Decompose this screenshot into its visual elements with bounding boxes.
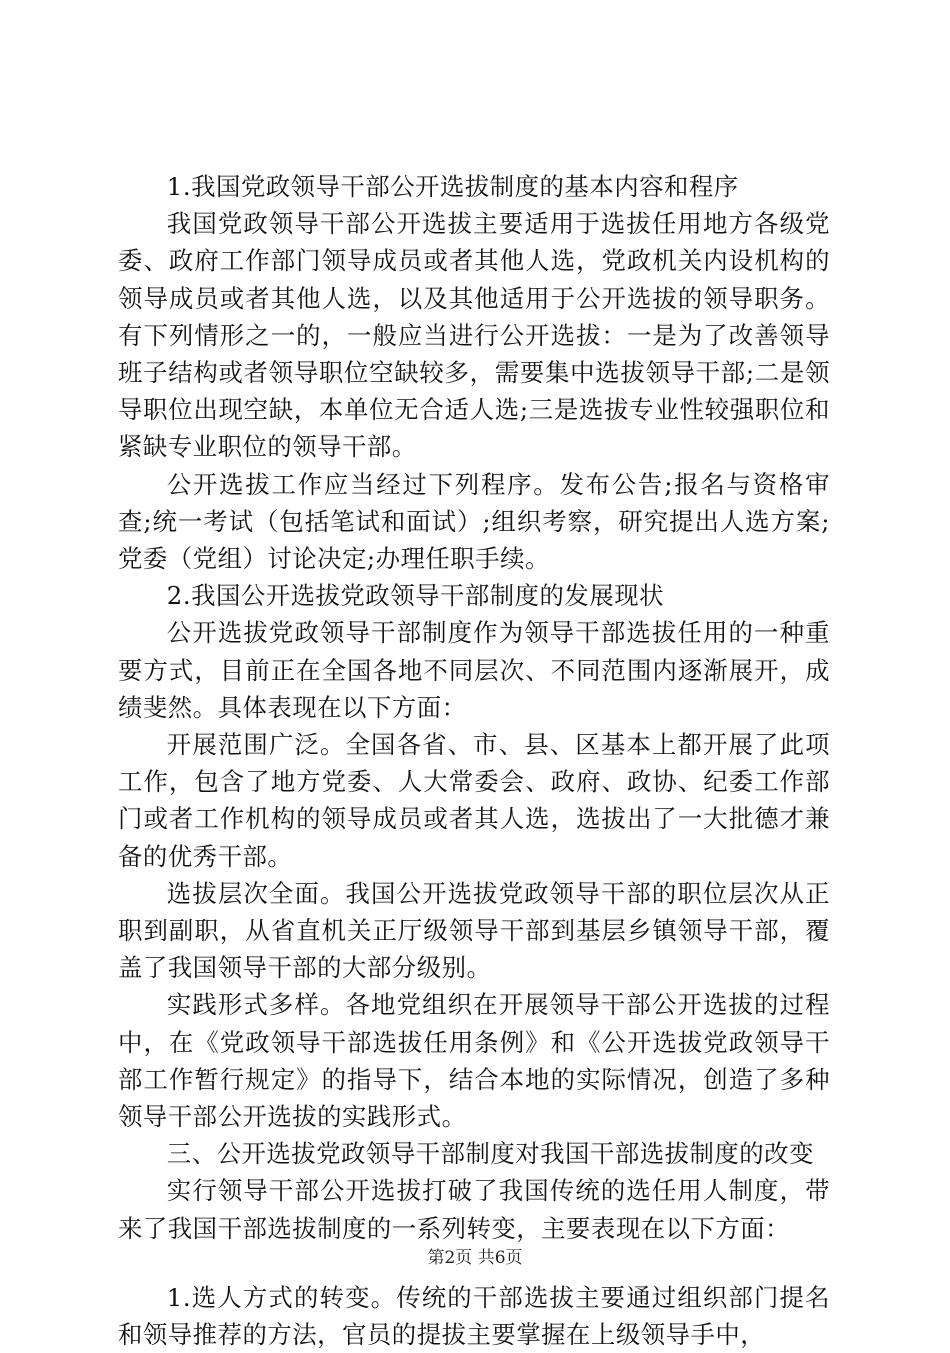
document-body: [118, 168, 830, 1353]
body-paragraph: 实行领导干部公开选拔打破了我国传统的选任用人制度，带来了我国干部选拔制度的一系列转变，主要表现在以下方面：: [118, 1176, 830, 1243]
body-paragraph: 公开选拔党政领导干部制度作为领导干部选拔任用的一种重要方式，目前正在全国各地不同层次、不同范围内逐渐展开，成绩斐然。具体表现在以下方面：: [118, 618, 830, 722]
section-heading: 1.我国党政领导干部公开选拔制度的基本内容和程序: [166, 172, 739, 201]
body-paragraph: 我国党政领导干部公开选拔主要适用于选拔任用地方各级党委、政府工作部门领导成员或者其他人选，党政机关内设机构的领导成员或者其他人选，以及其他适用于公开选拔的领导职务。有下列情形之一的，一般应当进行公开选拔：一是为了改善领导班子结构或者领导职位空缺较多，需要集中选拔领导干部;二是领导职位出现空缺，本单位无合适人选;三是选拔专业性较强职位和紧缺专业职位的领导干部。: [118, 209, 830, 462]
body-paragraph: 实践形式多样。各地党组织在开展领导干部公开选拔的过程中，在《党政领导干部选拔任用条例》和《公开选拔党政领导干部工作暂行规定》的指导下，结合本地的实际情况，创造了多种领导干部公开选拔的实践形式。: [118, 990, 830, 1132]
body-paragraph: 开展范围广泛。全国各省、市、县、区基本上都开展了此项工作，包含了地方党委、人大常委会、政府、政协、纪委工作部门或者工作机构的领导成员或者其人选，选拔出了一大批德才兼备的优秀干部。: [118, 730, 830, 871]
section-heading: 三、公开选拔党政领导干部制度对我国干部选拔制度的改变: [166, 1139, 814, 1169]
body-paragraph: 1.选人方式的转变。传统的干部选拔主要通过组织部门提名和领导推荐的方法，官员的提拔主要掌握在上级领导手中，: [118, 1282, 830, 1350]
page-footer: 第2页 共6页: [427, 1248, 523, 1268]
body-paragraph: 公开选拔工作应当经过下列程序。发布公告;报名与资格审查;统一考试（包括笔试和面试）;组织考察，研究提出人选方案;党委（党组）讨论决定;办理任职手续。: [118, 469, 830, 574]
section-heading: 2.我国公开选拔党政领导干部制度的发展现状: [166, 581, 664, 611]
body-paragraph: 选拔层次全面。我国公开选拔党政领导干部的职位层次从正职到副职，从省直机关正厅级领导干部到基层乡镇领导干部，覆盖了我国领导干部的大部分级别。: [118, 878, 830, 983]
